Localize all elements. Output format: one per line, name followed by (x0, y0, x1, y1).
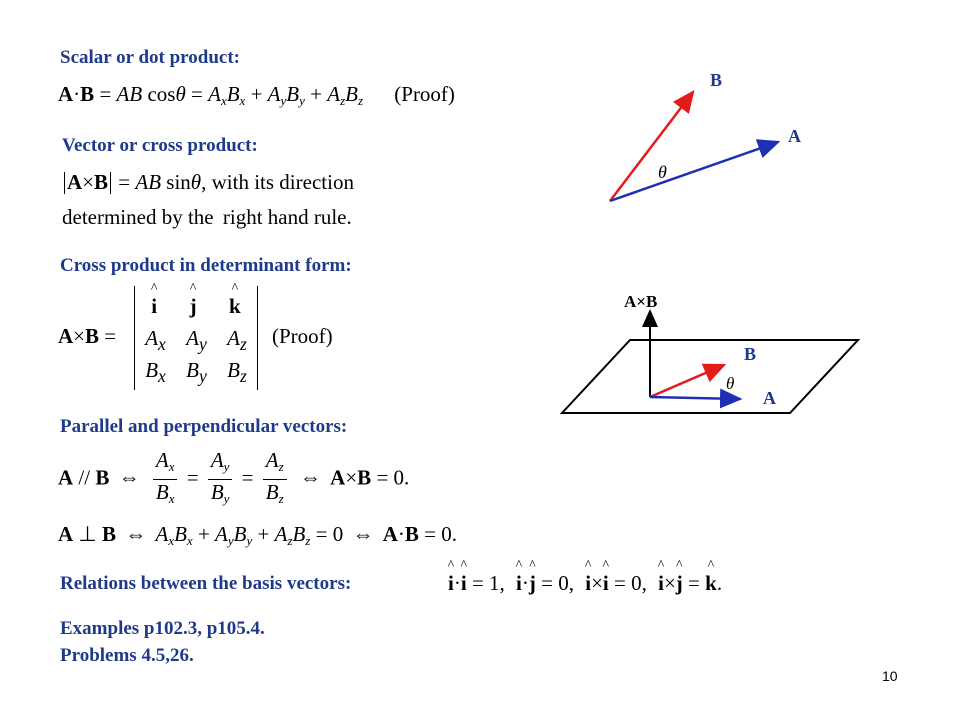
examples-line: Examples p102.3, p105.4. (60, 618, 265, 639)
problems-line: Problems 4.5,26. (60, 645, 194, 666)
cross-direction-text: , with its direction (201, 170, 354, 194)
heading-dot-product: Scalar or dot product: (60, 47, 240, 68)
parallel-equation: A // B ⇔ $\frac{A_x}{B_x}$ = $\frac{A_y}{B_y}$ = $\frac{A_z}{B_z}$ ⇔ A×B = 0. (58, 448, 410, 506)
plane-vector-b-arrow (650, 365, 724, 397)
dot-proof-label: (Proof) (394, 82, 455, 106)
vector-a-label: A (788, 126, 801, 146)
determinant-row-unit-vectors (135, 294, 257, 319)
cross-product-magnitude: A×B = AB sinθ, with its direction (62, 170, 354, 195)
dot-product-equation: A·B = AB $\cos\theta = A_xB_x + A_yB_y + A_zB_z$ (Proof) (58, 82, 455, 108)
heading-parallel-perpendicular: Parallel and perpendicular vectors: (60, 416, 348, 437)
plane-vector-a-label: A (763, 388, 776, 408)
heading-determinant-form: Cross product in determinant form: (60, 255, 352, 276)
plane-vector-b-label: B (744, 344, 757, 364)
vector-b-label: B (710, 70, 723, 90)
basis-relations-equation: ^ i·^ i = 1, ^ i·^ j = 0, ^ i×^ i = 0, ^ i×^ j = ^ k. (448, 571, 722, 596)
theta-label: θ (658, 162, 667, 182)
determinant-matrix (134, 286, 258, 390)
determinant-row-a: $A_x$ $A_y$ $A_z$ (145, 326, 247, 355)
right-hand-rule-text: right hand rule. (222, 205, 352, 229)
cross-determined-text: determined by the (62, 205, 214, 229)
plane-vector-a-arrow (650, 397, 740, 399)
heading-basis-relations: Relations between the basis vectors: (60, 573, 352, 594)
vector-angle-diagram (590, 65, 830, 215)
heading-cross-product: Vector or cross product: (62, 135, 258, 156)
unit-k: ^ k (229, 294, 241, 319)
page-number: 10 (882, 668, 898, 684)
determinant-row-b: $B_x$ $B_y$ $B_z$ (145, 358, 247, 387)
vector-a-arrow (610, 142, 778, 201)
perpendicular-equation: A ⊥ B ⇔ $A_xB_x + A_yB_y + A_zB_z = 0$ ⇔ A·B = 0. (58, 522, 458, 548)
unit-i: ^ i (151, 294, 157, 319)
unit-j: ^ j (190, 294, 197, 319)
determinant-lhs: A×B = (58, 324, 117, 348)
plane-theta-label: θ (726, 374, 735, 393)
cross-product-rule (62, 205, 352, 230)
axb-label: A×B (624, 292, 658, 311)
vector-b-arrow (610, 92, 693, 201)
determinant-proof-label: (Proof) (272, 324, 333, 348)
cross-product-plane-diagram (558, 285, 878, 425)
plane-parallelogram (562, 340, 858, 413)
